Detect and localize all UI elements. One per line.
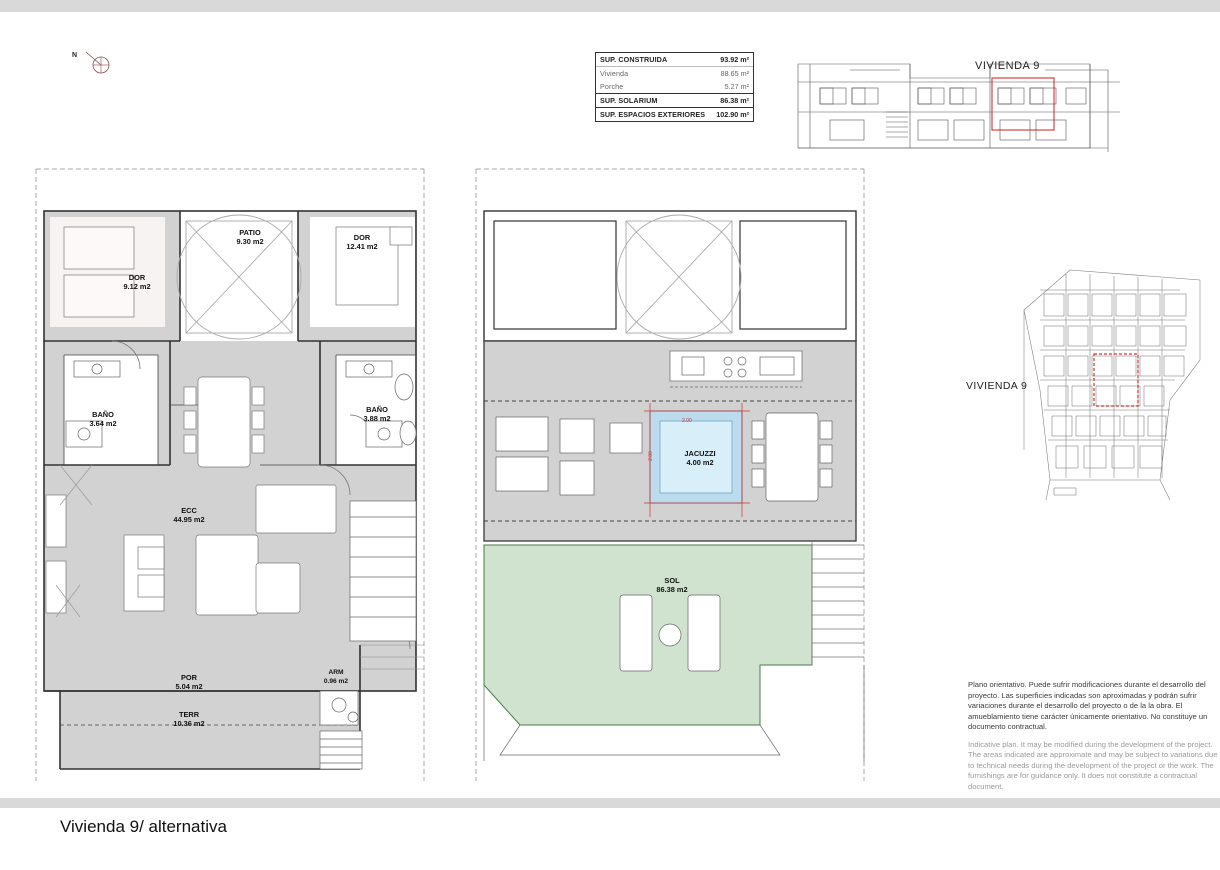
jacuzzi-dim-top: 2.00 — [682, 418, 692, 424]
area-label: SUP. CONSTRUIDA — [600, 55, 668, 64]
table-row — [596, 80, 753, 93]
area-label: Vivienda — [600, 69, 629, 78]
area-value: 86.38 m² — [720, 96, 749, 105]
area-summary-table — [595, 52, 754, 122]
site-plan-drawing — [1010, 250, 1210, 510]
jacuzzi-dim-left: 2.00 — [647, 451, 654, 461]
area-label: Porche — [600, 82, 624, 91]
disclaimer-spanish: Plano orientativo. Puede sufrir modificaciones durante el desarrollo del proyecto. Las superficies indicadas son aproximadas y podrán sufrir variaciones durante el desarrollo del proyecto o de la la obra. El amueblamiento tiene carácter únicamente orientativo. No constituye un documento contractual. — [968, 680, 1208, 731]
room-label-dor-1: DOR 9.12 m2 — [123, 273, 151, 291]
table-row — [596, 53, 753, 66]
room-label-dor-2: DOR 12.41 m2 — [346, 233, 378, 251]
area-value: 93.92 m² — [720, 55, 749, 64]
area-value: 5.27 m² — [724, 82, 749, 91]
area-label: SUP. SOLARIUM — [600, 96, 658, 105]
top-border-bar — [0, 0, 1220, 12]
room-label-bano-1: BAÑO 3.64 m2 — [89, 410, 117, 428]
page-title: Vivienda 9/ alternativa — [60, 817, 227, 836]
compass-icon — [82, 48, 116, 82]
ground-floor-plan — [20, 165, 440, 785]
disclaimer-english: Indicative plan. It may be modified during the development of the project. The areas indicated are approximate and may be subject to variations due to technical needs during the development of the project or the work. The furnishings are for guidance only. It does not constitute a contractual document. — [968, 739, 1218, 791]
room-label-por: POR 5.04 m2 — [175, 673, 203, 691]
elevation-drawing — [790, 52, 1120, 167]
table-row — [596, 107, 753, 121]
siteplan-label: VIVIENDA 9 — [966, 380, 1028, 392]
room-label-sol: SOL 86.38 m2 — [656, 576, 688, 594]
room-label-terr: TERR 10.36 m2 — [173, 710, 205, 728]
room-label-patio: PATIO 9.30 m2 — [236, 228, 264, 246]
bottom-border-bar — [0, 798, 1220, 808]
room-label-jacuzzi: JACUZZI 4.00 m2 — [684, 449, 716, 467]
area-label: SUP. ESPACIOS EXTERIORES — [600, 110, 706, 119]
solarium-plan — [460, 165, 880, 785]
elevation-title: VIVIENDA 9 — [975, 60, 1040, 72]
table-row — [596, 66, 753, 80]
disclaimer-block — [968, 680, 1220, 792]
compass-north-label: N — [72, 52, 78, 59]
room-label-ecc: ECC 44.95 m2 — [173, 506, 205, 524]
compass-rose — [72, 48, 116, 82]
table-row — [596, 93, 753, 107]
area-value: 88.65 m² — [720, 69, 749, 78]
room-label-arm: ARM 0.96 m2 — [323, 669, 349, 685]
area-value: 102.90 m² — [716, 110, 749, 119]
room-label-bano-2: BAÑO 3.88 m2 — [363, 405, 391, 423]
